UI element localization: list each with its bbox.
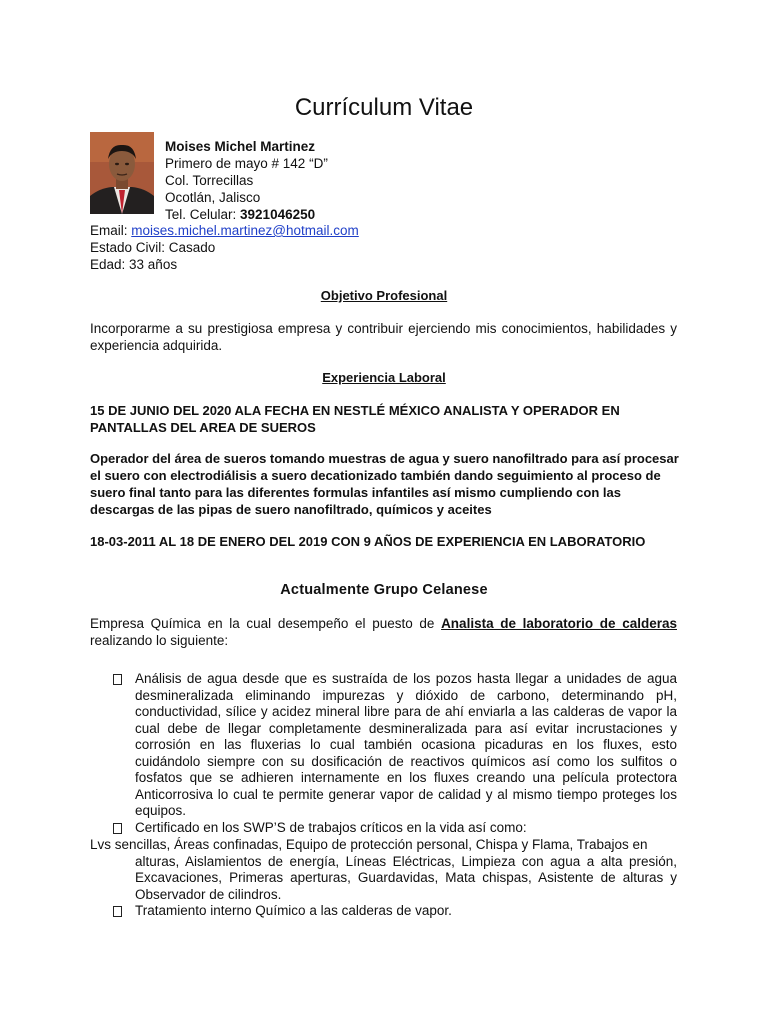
contact-block <box>165 138 328 223</box>
list-item <box>113 820 677 837</box>
certifications-rest: alturas, Aislamientos de energía, Líneas Eléctricas, Limpieza con agua a alta presión, Excavaciones, Primeras aperturas, Guardavidas, Mata chispas, Asistente de alturas y Observador de cilindros. <box>135 853 677 902</box>
objective-heading: Objetivo Profesional <box>320 288 448 303</box>
portrait-image <box>90 132 154 214</box>
job2-title: 18-03-2011 AL 18 DE ENERO DEL 2019 CON 9 AÑOS DE EXPERIENCIA EN LABORATORIO <box>90 534 646 549</box>
list-item <box>113 671 677 820</box>
email-label: Email: <box>90 223 132 238</box>
bullet-text: Análisis de agua desde que es sustraída de los pozos hasta llegar a unidades de agua desmineralizada eliminando impurezas y dióxido de carbono, determinando pH, conductividad, sílice y acidez mineral libre para de ahí enviarla a las calderas de vapor la cual debe de llegar completamente desmineralizada para así evitar incrustaciones y corrosión en las fluxerias lo cual también ocasiona picaduras en los fluxes, esto cuidándolo siempre con su dosificación de reactivos químicos así como los sulfitos o fosfatos que se adhieren internamente en los fluxes creando una película protectora Anticorrosiva lo cual te permite generar vapor de calidad y al mismo tiempo proteges los equipos. <box>135 671 677 818</box>
bullet-text: Tratamiento interno Químico a las calderas de vapor. <box>135 903 452 918</box>
position-title: Analista de laboratorio de calderas <box>441 616 677 631</box>
list-item <box>113 903 677 920</box>
certifications-list <box>90 837 677 903</box>
bullet-box-icon <box>113 823 122 834</box>
experience-heading: Experiencia Laboral <box>322 370 446 385</box>
job2-intro <box>90 615 677 649</box>
job1-description: Operador del área de sueros tomando muestras de agua y suero nanofiltrado para así procesar el suero con electrodiálisis a suero decationizado también dando seguimiento al proceso de suero final tanto para las diferentes formulas infantiles así mismo cumpliendo con las descargas de las pipas de suero nanofiltrado, químicos y aceites <box>90 451 679 517</box>
bullet-box-icon <box>113 906 122 917</box>
certifications-first-line: Lvs sencillas, Áreas confinadas, Equipo de protección personal, Chispa y Flama, Trabajos en <box>90 837 648 852</box>
email-line <box>90 222 359 239</box>
intro-prefix: Empresa Química en la cual desempeño el puesto de <box>90 616 442 631</box>
company-name: Actualmente Grupo Celanese <box>280 582 488 598</box>
email-link[interactable]: moises.michel.martinez@hotmail.com <box>131 223 359 238</box>
phone-number: 3921046250 <box>240 207 316 222</box>
address-line-2: Col. Torrecillas <box>165 173 254 188</box>
full-name: Moises Michel Martinez <box>165 139 316 154</box>
address-line-1: Primero de mayo # 142 “D” <box>165 156 328 171</box>
bullet-box-icon <box>113 674 122 685</box>
bullet-text: Certificado en los SWP’S de trabajos críticos en la vida así como: <box>135 820 527 835</box>
age-line: Edad: 33 años <box>90 257 178 272</box>
phone-line <box>165 206 328 223</box>
intro-suffix: realizando lo siguiente: <box>90 633 229 648</box>
objective-text: Incorporarme a su prestigiosa empresa y contribuir ejerciendo mis conocimientos, habilidades y experiencia adquirida. <box>90 321 677 353</box>
profile-photo <box>90 132 154 214</box>
civil-status: Estado Civil: Casado <box>90 240 216 255</box>
address-line-3: Ocotlán, Jalisco <box>165 190 261 205</box>
job1-title: 15 DE JUNIO DEL 2020 ALA FECHA EN NESTLÉ MÉXICO ANALISTA Y OPERADOR EN PANTALLAS DEL AREA DE SUEROS <box>90 403 620 435</box>
phone-label: Tel. Celular: <box>165 207 241 222</box>
page-title: Currículum Vitae <box>294 94 474 121</box>
